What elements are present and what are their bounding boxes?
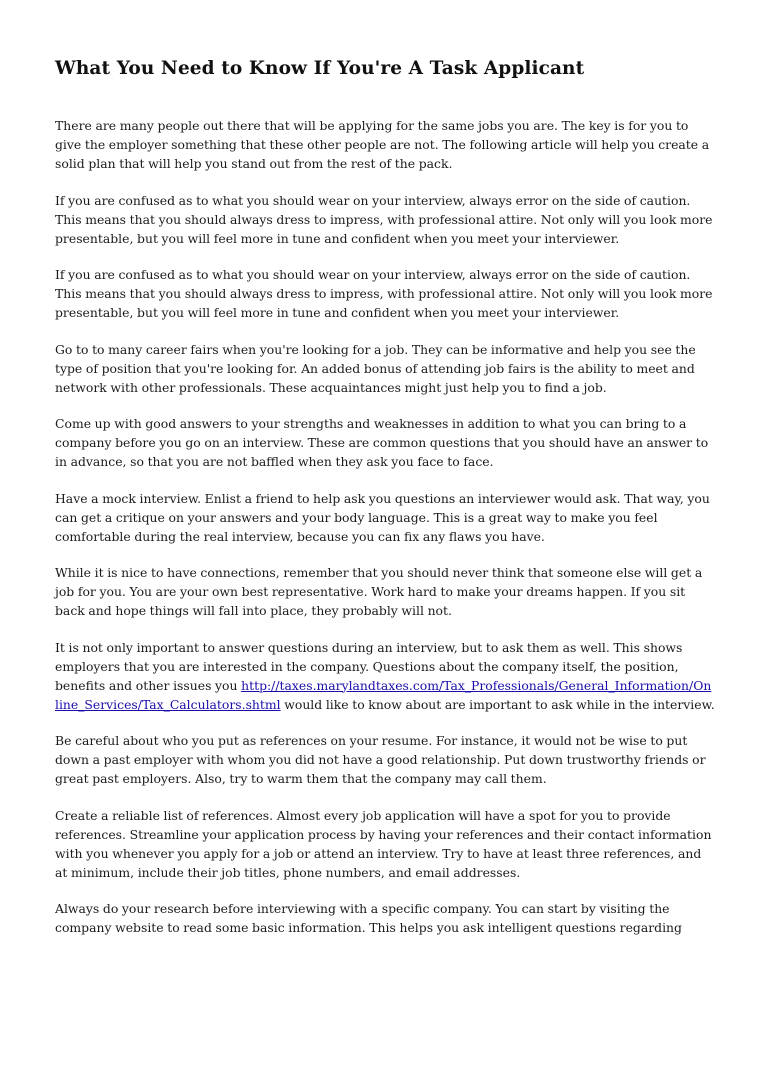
paragraph-text-after-link: would like to know about are important to ask while in the interview. (280, 696, 715, 712)
paragraph: Be careful about who you put as references on your resume. For instance, it would not be wise to put down a past employer with whom you did not have a good relationship. Put down trustworthy friends or great past employers. Also, try to warm them that the company may call them. (55, 733, 706, 786)
paragraph: If you are confused as to what you should wear on your interview, always error on the side of caution. This means that you should always dress to impress, with professional attire. Not only will you look more presentable, but you will feel more in tune and confident when you meet your interviewer. (55, 192, 713, 246)
paragraph: Go to to many career fairs when you're looking for a job. They can be informative and help you see the type of position that you're looking for. An added bonus of attending job fairs is the ability to meet and network with other professionals. These acquaintances might just help you to find a job. (55, 341, 696, 395)
paragraph: Create a reliable list of references. Almost every job application will have a spot for you to provide references. Streamline your application process by having your references and their contact information with you whenever you apply for a job or attend an interview. Try to have at least three references, and at minimum, include their job titles, phone numbers, and email addresses. (55, 807, 712, 880)
paragraph-with-link (55, 638, 715, 714)
paragraph: Have a mock interview. Enlist a friend to help ask you questions an interviewer would ask. That way, you can get a critique on your answers and your body language. This is a great way to make you feel comfortable during the real interview, because you can fix any flaws you have. (55, 490, 710, 544)
paragraph: Always do your research before interviewing with a specific company. You can start by visiting the company website to read some basic information. This helps you ask intelligent questions regarding (55, 901, 682, 935)
page-title: What You Need to Know If You're A Task Applicant (55, 58, 585, 79)
paragraph: Come up with good answers to your strengths and weaknesses in addition to what you can bring to a company before you go on an interview. These are common questions that you should have an answer to in advance, so that you are not baffled when they ask you face to face. (55, 416, 709, 469)
paragraph: While it is nice to have connections, remember that you should never think that someone else will get a job for you. You are your own best representative. Work hard to make your dreams happen. If you sit back and hope things will fall into place, they probably will not. (55, 565, 703, 618)
paragraph: There are many people out there that will be applying for the same jobs you are. The key is for you to give the employer something that these other people are not. The following article will help you create a solid plan that will help you stand out from the rest of the pack. (55, 118, 710, 171)
paragraph-text-before-link: It is not only important to answer questions during an interview, but to ask them as well. This shows employers that you are interested in the company. Questions about the company itself, the position, benefits and other issues you (55, 639, 683, 693)
document-page (55, 58, 715, 955)
tax-calculators-link[interactable]: http://taxes.marylandtaxes.com/Tax_Professionals/General_Information/Online_Services/Tax_Calculators.shtml (55, 677, 712, 712)
paragraph: If you are confused as to what you should wear on your interview, always error on the side of caution. This means that you should always dress to impress, with professional attire. Not only will you look more presentable, but you will feel more in tune and confident when you meet your interviewer. (55, 267, 713, 320)
